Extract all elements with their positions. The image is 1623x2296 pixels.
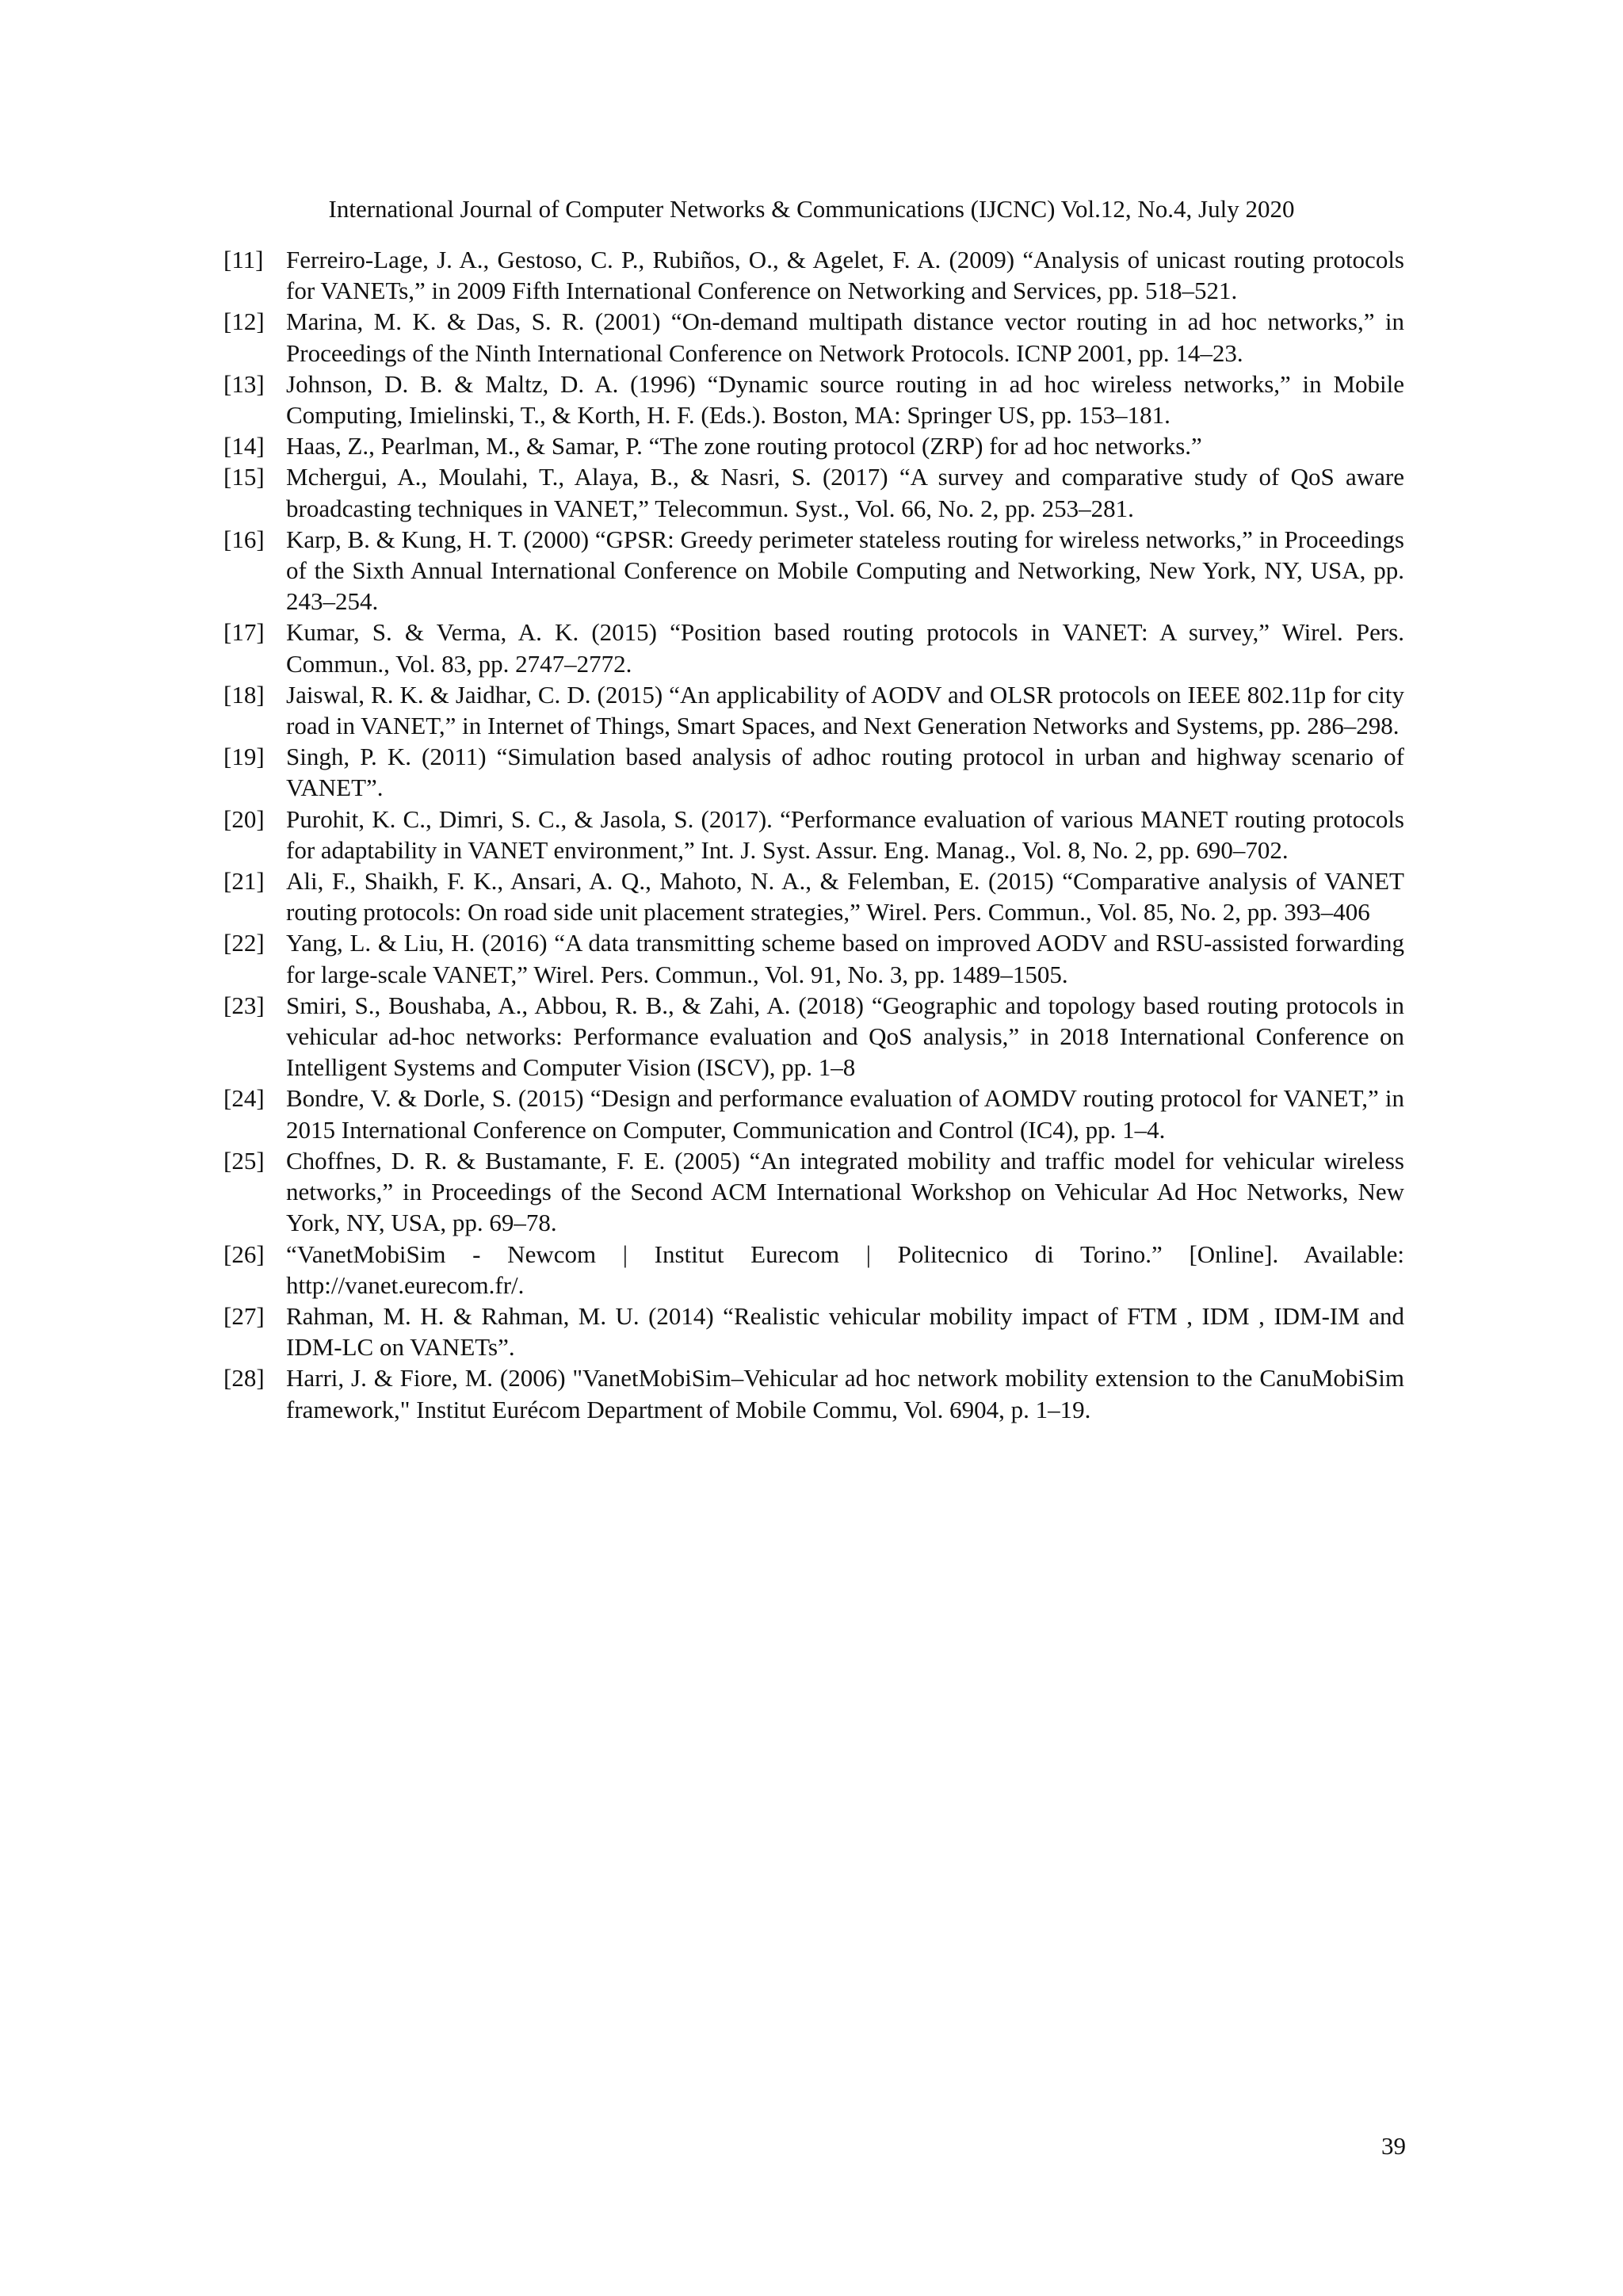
reference-item [223, 617, 1404, 678]
reference-item [223, 306, 1404, 368]
reference-text: Choffnes, D. R. & Bustamante, F. E. (2005) “An integrated mobility and traffic model for vehicular wireless networks,” in Proceedings of the Second ACM International Workshop on Vehicular Ad Hoc Networks, New York, NY, USA, pp. 69–78. [286, 1146, 1404, 1237]
reference-item [223, 430, 1404, 461]
reference-item [223, 1362, 1404, 1424]
reference-text: Ali, F., Shaikh, F. K., Ansari, A. Q., Mahoto, N. A., & Felemban, E. (2015) “Comparative analysis of VANET routing protocols: On road side unit placement strategies,” Wirel. Pers. Commun., Vol. 85, No. 2, pp. 393–406 [286, 867, 1404, 926]
reference-number: [13] [223, 369, 265, 398]
reference-text: Mchergui, A., Moulahi, T., Alaya, B., & Nasri, S. (2017) “A survey and comparative study of QoS aware broadcasting techniques in VANET,” Telecommun. Syst., Vol. 66, No. 2, pp. 253–281. [286, 463, 1404, 522]
reference-text: Jaiswal, R. K. & Jaidhar, C. D. (2015) “An applicability of AODV and OLSR protocols on IEEE 802.11p for city road in VANET,” in Internet of Things, Smart Spaces, and Next Generation Networks and Systems, pp. 286–298. [286, 680, 1404, 740]
reference-number: [15] [223, 463, 265, 491]
reference-text: Rahman, M. H. & Rahman, M. U. (2014) “Realistic vehicular mobility impact of FTM , IDM , IDM-IM and IDM-LC on VANETs”. [286, 1301, 1404, 1362]
reference-text: Smiri, S., Boushaba, A., Abbou, R. B., & Zahi, A. (2018) “Geographic and topology based routing protocols in vehicular ad-hoc networks: Performance evaluation and QoS analysis,” in 2018 International Conference on Intelligent Systems and Computer Vision (ISCV), pp. 1–8 [286, 991, 1404, 1082]
reference-number: [20] [223, 804, 265, 833]
reference-text: Haas, Z., Pearlman, M., & Samar, P. “The zone routing protocol (ZRP) for ad hoc networks.” [286, 432, 1202, 460]
reference-text: Singh, P. K. (2011) “Simulation based analysis of adhoc routing protocol in urban and highway scenario of VANET”. [286, 743, 1404, 802]
reference-number: [12] [223, 308, 265, 336]
reference-text: Johnson, D. B. & Maltz, D. A. (1996) “Dynamic source routing in ad hoc wireless networks,” in Mobile Computing, Imielinski, T., & Korth, H. F. (Eds.). Boston, MA: Springer US, pp. 153–181. [286, 369, 1404, 430]
reference-number: [17] [223, 618, 265, 647]
reference-item [223, 461, 1404, 523]
reference-text: Purohit, K. C., Dimri, S. C., & Jasola, S. (2017). “Performance evaluation of various MANET routing protocols for adaptability in VANET environment,” Int. J. Syst. Assur. Eng. Manag., Vol. 8, No. 2, pp. 690–702. [286, 804, 1404, 864]
reference-item [223, 865, 1404, 927]
reference-item [223, 1239, 1404, 1301]
reference-item [223, 1301, 1404, 1362]
reference-number: [18] [223, 680, 265, 709]
reference-number: [14] [223, 432, 265, 460]
reference-text: Marina, M. K. & Das, S. R. (2001) “On-demand multipath distance vector routing in ad hoc networks,” in Proceedings of the Ninth International Conference on Network Protocols. ICNP 2001, pp. 14–23. [286, 308, 1404, 367]
reference-item [223, 804, 1404, 865]
reference-item [223, 679, 1404, 741]
reference-text: Ferreiro-Lage, J. A., Gestoso, C. P., Rubiños, O., & Agelet, F. A. (2009) “Analysis of unicast routing protocols for VANETs,” in 2009 Fifth International Conference on Networking and Services, pp. 518–521. [286, 246, 1404, 305]
reference-item [223, 244, 1404, 306]
reference-number: [26] [223, 1240, 265, 1268]
reference-number: [25] [223, 1146, 265, 1175]
reference-text: Harri, J. & Fiore, M. (2006) "VanetMobiSim–Vehicular ad hoc network mobility extension to the CanuMobiSim framework," Institut Eurécom Department of Mobile Commu, Vol. 6904, p. 1–19. [286, 1364, 1404, 1423]
reference-item [223, 1083, 1404, 1144]
reference-number: [22] [223, 929, 265, 957]
reference-number: [19] [223, 743, 265, 771]
reference-item [223, 990, 1404, 1083]
reference-item [223, 927, 1404, 989]
reference-text: Bondre, V. & Dorle, S. (2015) “Design and performance evaluation of AOMDV routing protocol for VANET,” in 2015 International Conference on Computer, Communication and Control (IC4), pp. 1–4. [286, 1084, 1404, 1144]
reference-text: Karp, B. & Kung, H. T. (2000) “GPSR: Greedy perimeter stateless routing for wireless networks,” in Proceedings of the Sixth Annual International Conference on Mobile Computing and Networking, New York, NY, USA, pp. 243–254. [286, 525, 1404, 616]
reference-item [223, 741, 1404, 803]
reference-number: [16] [223, 525, 265, 553]
reference-item [223, 524, 1404, 617]
running-header: International Journal of Computer Networks & Communications (IJCNC) Vol.12, No.4, July 2020 [328, 195, 1295, 223]
reference-number: [11] [223, 246, 264, 273]
reference-text: Yang, L. & Liu, H. (2016) “A data transmitting scheme based on improved AODV and RSU-assisted forwarding for large-scale VANET,” Wirel. Pers. Commun., Vol. 91, No. 3, pp. 1489–1505. [286, 929, 1404, 988]
reference-item [223, 1145, 1404, 1239]
reference-text: “VanetMobiSim - Newcom | Institut Eurecom | Politecnico di Torino.” [Online]. Available: http://vanet.eurecom.fr/. [286, 1240, 1404, 1299]
reference-number: [24] [223, 1084, 265, 1113]
reference-number: [28] [223, 1364, 265, 1392]
reference-number: [21] [223, 867, 265, 896]
page-number: 39 [1381, 2132, 1406, 2160]
reference-number: [23] [223, 991, 265, 1019]
reference-list [223, 244, 1404, 1425]
reference-text: Kumar, S. & Verma, A. K. (2015) “Position based routing protocols in VANET: A survey,” Wirel. Pers. Commun., Vol. 83, pp. 2747–2772. [286, 618, 1404, 678]
reference-item [223, 369, 1404, 430]
reference-number: [27] [223, 1301, 265, 1330]
